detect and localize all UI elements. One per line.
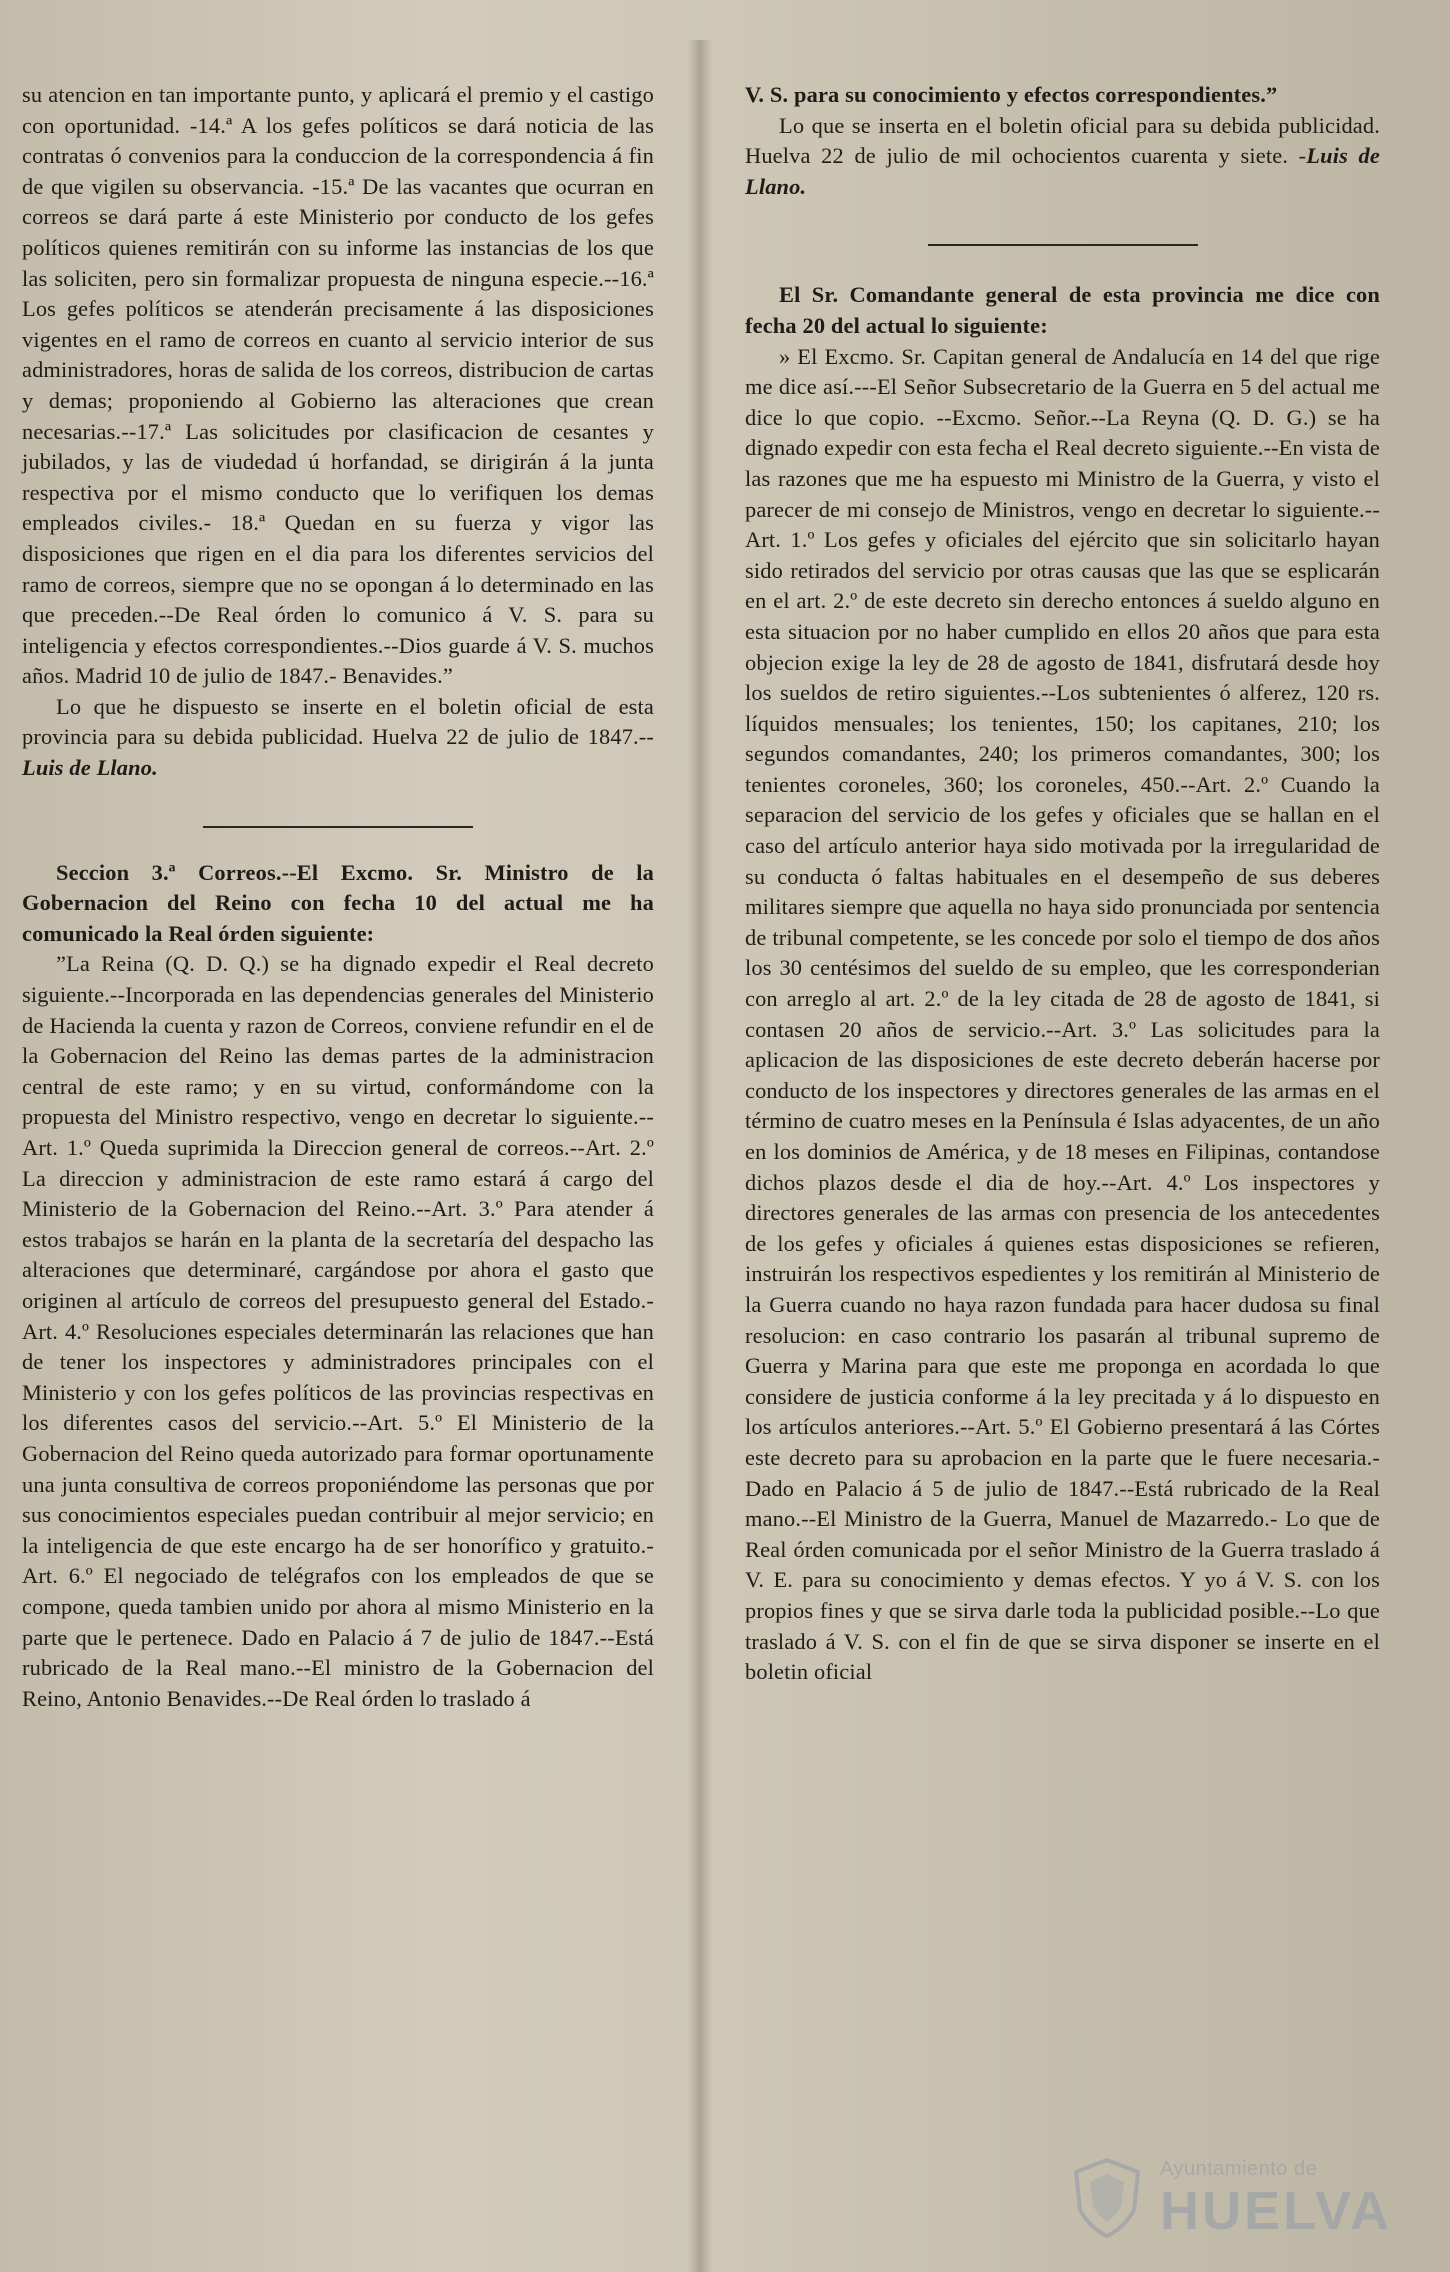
left-column [22,80,654,1714]
page-fold [688,40,712,2272]
right-paragraph-2 [745,111,1380,203]
section-divider-left [203,826,473,828]
left-paragraph-4: ”La Reina (Q. D. Q.) se ha dignado expedir el Real decreto siguiente.--Incorporada en las dependencias generales del Ministerio de Hacienda la cuenta y razon de Correos, conviene refundir en el de la Gobernacion del Reino las demas partes de la administracion central de este ramo; y en su virtud, conformándome con la propuesta del Ministro respectivo, vengo en decretar lo siguiente.--Art. 1.º Queda suprimida la Direccion general de correos.--Art. 2.º La direccion y administracion de este ramo estará á cargo del Ministerio de la Gobernacion del Reino.--Art. 3.º Para atender á estos trabajos se harán en la planta de la secretaría del despacho las alteraciones que determinaré, cargándose por ahora el gasto que originen al artículo de correos del presupuesto general del Estado.- Art. 4.º Resoluciones especiales determinarán las relaciones que han de tener los inspectores y administradores principales con el Ministerio y con los gefes políticos de las provincias respectivas en los diferentes casos del servicio.--Art. 5.º El Ministerio de la Gobernacion del Reino queda autorizado para formar oportunamente una junta consultiva de correos proponiéndome las personas que por sus conocimientos especiales puedan contribuir al mejor servicio; en la inteligencia de que este encargo ha de ser honorífico y gratuito.- Art. 6.º El negociado de telégrafos con los empleados de que se compone, queda tambien unido por ahora al mismo Ministerio en la parte que le pertenece. Dado en Palacio á 7 de julio de 1847.--Está rubricado de la Real mano.--El ministro de la Gobernacion del Reino, Antonio Benavides.--De Real órden lo traslado á [22,951,654,1711]
left-signature: Luis de Llano. [22,755,158,781]
left-paragraph-2 [22,692,654,784]
watermark-line-1: Ayuntamiento de [1160,2158,1318,2180]
right-paragraph-1: V. S. para su conocimiento y efectos correspondientes.” [745,82,1278,107]
right-paragraph-2-text: Lo que se inserta en el boletin oficial para su debida publicidad. Huelva 22 de julio de mil ochocientos cuarenta y siete. - [745,112,1380,169]
right-paragraph-4: » El Excmo. Sr. Capitan general de Andalucía en 14 del que rige me dice así.---El Señor Subsecretario de la Guerra en 5 del actual me dice lo que copio. --Excmo. Señor.--La Reyna (Q. D. G.) se ha dignado expedir con esta fecha el Real decreto siguiente.--En vista de las razones que me ha espuesto mi Ministro de la Guerra, y visto el parecer de mi consejo de Ministros, vengo en decretar lo siguiente.--Art. 1.º Los gefes y oficiales del ejército que sin solicitarlo hayan sido retirados del servicio por otras causas que las que se esplicarán en el art. 2.º de este decreto sin derecho entonces á sueldo alguno en esta situacion por no haber cumplido en ellos 20 años que para esta objecion exige la ley de 28 de agosto de 1841, disfrutará desde hoy los sueldos de retiro siguientes.--Los subtenientes ó alferez, 120 rs. líquidos mensuales; los tenientes, 150; los capitanes, 210; los segundos comandantes, 240; los primeros comandantes, 300; los tenientes coroneles, 360; los coroneles, 450.--Art. 2.º Cuando la separacion del servicio de los gefes y oficiales que se hallan en el caso del artículo anterior haya sido motivada por la irregularidad de su conducta ó faltas habituales en el desempeño de sus deberes militares siempre que aquella no haya sido pronunciada por sentencia de tribunal competente, se les concede por solo el tiempo de dos años los 30 centésimos del sueldo de su empleo, que les corresponderian con arreglo al art. 2.º de la ley citada de 28 de agosto de 1841, si contasen 20 años de servicio.--Art. 3.º Las solicitudes para la aplicacion de las disposiciones de este decreto deberán hacerse por conducto de los inspectores y directores generales de las armas en el término de cuatro meses en la Península é Islas adyacentes, de un año en los dominios de América, y de 18 meses en Filipinas, contandose dichos plazos desde el dia de hoy.--Art. 4.º Los inspectores y directores generales de las armas con presencia de los antecedentes de los gefes y oficiales á quienes estas disposiciones se refieren, instruirán los respectivos espedientes y los remitirán al Ministerio de la Guerra cuando no haya razon fundada para hacer dudosa su final resolucion: en caso contrario los pasarán al tribunal supremo de Guerra y Marina para que este me proponga en acordada lo que considere de justicia conforme á la ley precitada y á lo dispuesto en los artículos anteriores.--Art. 5.º El Gobierno presentará á las Córtes este decreto para su aprobacion en la parte que le fuere necesaria.- Dado en Palacio á 5 de julio de 1847.--Está rubricado de la Real mano.--El Ministro de la Guerra, Manuel de Mazarredo.- Lo que de Real órden comunicada por el señor Ministro de la Guerra traslado á V. E. para su conocimiento y demas efectos. Y yo á V. S. con los propios fines y que se sirva darle toda la publicidad posible.--Lo que traslado á V. S. con el fin de que se sirva disponer se inserte en el boletin oficial [745,343,1380,1685]
section-heading-comandante: El Sr. Comandante general de esta provincia me dice con fecha 20 del actual lo siguiente: [745,282,1380,338]
right-column [745,80,1380,1688]
watermark-line-2: HUELVA [1160,2181,1392,2241]
left-paragraph-2-text: Lo que he dispuesto se inserte en el boletin oficial de esta provincia para su debida publicidad. Huelva 22 de julio de 1847.-- [22,693,654,750]
crest-icon [1064,2154,1150,2240]
section-divider-right [928,244,1198,246]
left-paragraph-1: su atencion en tan importante punto, y aplicará el premio y el castigo con oportunidad. -14.ª A los gefes políticos se dará noticia de las contratas ó convenios para la conduccion de la correspondencia á fin de que vigilen su observancia. -15.ª De las vacantes que ocurran en correos se dará parte á este Ministerio por conducto de los gefes políticos quienes remitirán con su informe las instancias de los que las soliciten, pero sin formalizar propuesta de ninguna especie.--16.ª Los gefes políticos se atenderán precisamente á las disposiciones vigentes en el ramo de correos en cuanto al servicio interior de sus administradores, horas de salida de los correos, distribucion de cartas y demas; proponiendo al Gobierno las alteraciones que crean necesarias.--17.ª Las solicitudes por clasificacion de cesantes y jubilados, y las de viudedad ú horfandad, se dirigirán á la junta respectiva por el mismo conducto que lo verifiquen los demas empleados civiles.- 18.ª Quedan en su fuerza y vigor las disposiciones que rigen en el dia para los diferentes servicios del ramo de correos, siempre que no se opongan á lo determinado en las que preceden.--De Real órden lo comunico á V. S. para su inteligencia y efectos correspondientes.--Dios guarde á V. S. muchos años. Madrid 10 de julio de 1847.- Benavides.” [22,82,654,689]
section-heading-correos: Seccion 3.ª Correos.--El Excmo. Sr. Ministro de la Gobernacion del Reino con fecha 10 del actual me ha comunicado la Real órden siguiente: [22,859,654,946]
watermark-logo [1064,2154,1394,2244]
right-signature: Luis de Llano. [745,143,1380,199]
